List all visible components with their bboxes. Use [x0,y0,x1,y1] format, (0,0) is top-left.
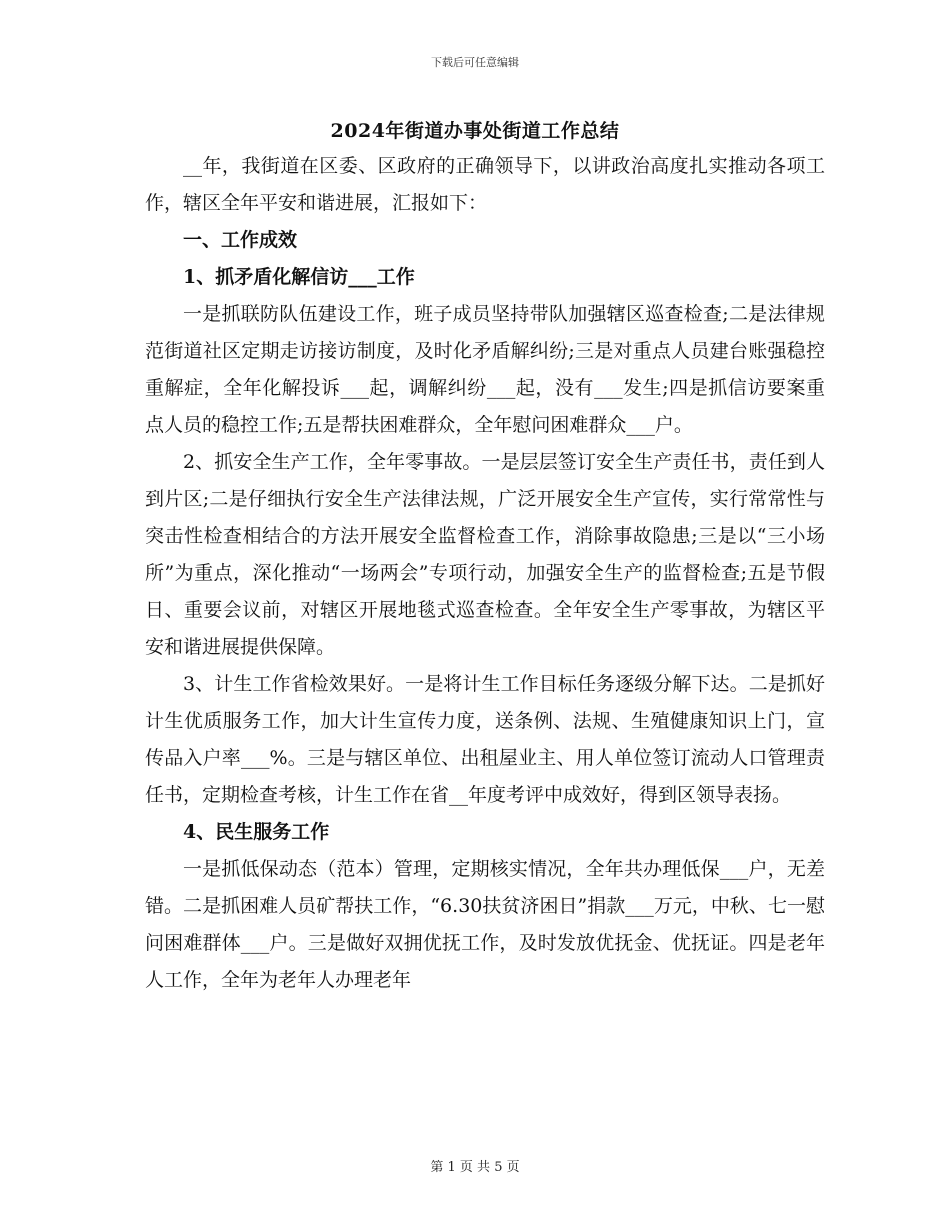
section-heading-work-results: 一、工作成效 [183,229,298,251]
subheading-livelihood-services: 4、民生服务工作 [183,821,330,843]
paragraph-family-planning: 3、计生工作省检效果好。一是将计生工作目标任务逐级分解下达。二是抓好计生优质服务工作，加大计生宣传力度，送条例、法规、生殖健康知识上门，宣传品入户率___%。三是与辖区单位、出租屋业主、用人单位签订流动人口管理责任书，定期检查考核，计生工作在省__年度考评中成效好，得到区领导表扬。 [145,673,825,806]
document-title: 2024年街道办事处街道工作总结 [330,120,620,142]
page-number-footer: 第 1 页 共 5 页 [430,1160,520,1175]
header-note: 下载后可任意编辑 [431,56,519,69]
subheading-petition-work: 1、抓矛盾化解信访___工作 [183,266,415,288]
paragraph-safety-production: 2、抓安全生产工作，全年零事故。一是层层签订安全生产责任书，责任到人到片区;二是仔细执行安全生产法律法规，广泛开展安全生产宣传，实行常常性与突击性检查相结合的方法开展安全监督检查工作，消除事故隐患;三是以“三小场所”为重点，深化推动“一场两会”专项行动，加强安全生产的监督检查;五是节假日、重要会议前，对辖区开展地毯式巡查检查。全年安全生产零事故，为辖区平安和谐进展提供保障。 [145,451,825,658]
document-body [145,148,825,999]
paragraph-livelihood-services: 一是抓低保动态（范本）管理，定期核实情况，全年共办理低保___户，无差错。二是抓困难人员矿帮扶工作，“6.30扶贫济困日”捐款___万元，中秋、七一慰问困难群体___户。三是做好双拥优抚工作，及时发放优抚金、优抚证。四是老年人工作，全年为老年人办理老年 [145,858,825,991]
intro-paragraph: __年，我街道在区委、区政府的正确领导下，以讲政治高度扎实推动各项工作，辖区全年平安和谐进展，汇报如下： [145,155,825,214]
paragraph-petition-work: 一是抓联防队伍建设工作，班子成员坚持带队加强辖区巡查检查;二是法律规范街道社区定期走访接访制度，及时化矛盾解纠纷;三是对重点人员建台账强稳控重解症，全年化解投诉___起，调解纠纷___起，没有___发生;四是抓信访要案重点人员的稳控工作;五是帮扶困难群众，全年慰问困难群众___户。 [145,303,825,436]
